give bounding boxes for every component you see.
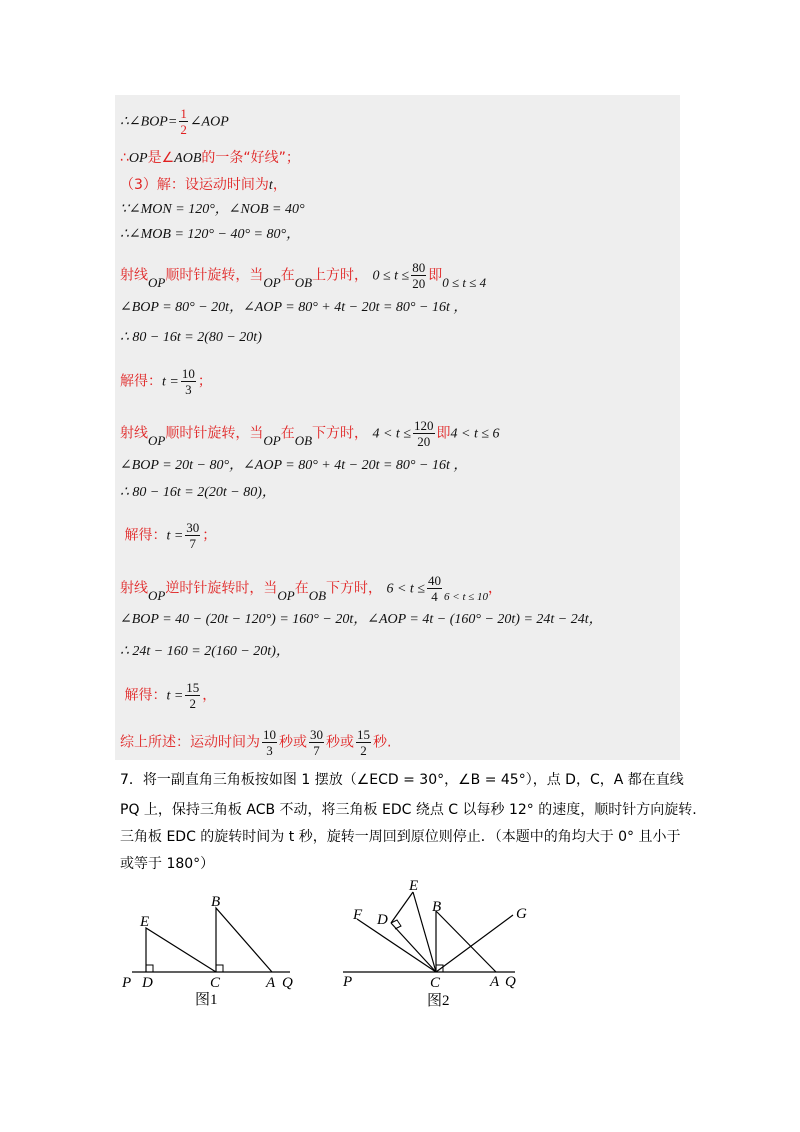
figure-1-caption: 图1: [195, 992, 218, 1008]
figure-2: [335, 875, 555, 1020]
label-e: E: [409, 878, 419, 894]
label-a: A: [490, 974, 500, 990]
right-angle-mark-c: [216, 965, 223, 972]
fraction-10-3: $\frac{10}{3}$: [181, 366, 195, 397]
case3-solution: 解得：t = $\frac{15}{2}$ ，: [124, 680, 217, 711]
case1-solution: 解得：t = $\frac{10}{3}$ ；: [120, 366, 212, 397]
label-p: P: [122, 975, 132, 991]
label-q: Q: [505, 974, 516, 990]
label-d: D: [377, 912, 388, 928]
label-q: Q: [282, 975, 293, 991]
case1-header: 射线OP顺时针旋转，当OP在OB上方时， 0 ≤ t ≤ $\frac{80}{20}$ 即0 ≤ t ≤ 4: [120, 260, 487, 291]
fraction-40-4: $\frac{40}{4}$: [428, 573, 442, 604]
case3-equation: ∴ 24t − 160 = 2(160 − 20t)，: [120, 644, 290, 659]
fraction-80-20: $\frac{80}{20}$: [412, 260, 426, 291]
case2-angles: ∠BOP = 20t − 80°，∠AOP = 80° + 4t − 20t = 80° − 16t ，: [120, 458, 468, 473]
case2-solution: 解得：t = $\frac{30}{7}$ ；: [124, 520, 217, 551]
figure-2-caption: 图2: [427, 993, 450, 1009]
summary-line: 综上所述：运动时间为 $\frac{10}{3}$ 秒或 $\frac{30}{7}$ 秒或 $\frac{15}{2}$ 秒.: [120, 727, 392, 758]
solution-line-2: ∴OP是∠AOB的一条“好线”；: [120, 150, 300, 166]
label-g: G: [516, 906, 527, 922]
solution-line-5: ∴∠MOB = 120° − 40° = 80°，: [120, 227, 301, 242]
label-a: A: [266, 975, 276, 991]
case1-equation: ∴ 80 − 16t = 2(80 − 20t): [120, 330, 262, 345]
question-line-2: PQ 上，保持三角板 ACB 不动，将三角板 EDC 绕点 C 以每秒 12° 的速度，顺时针方向旋转.: [120, 802, 697, 818]
case1-angles: ∠BOP = 80° − 20t，∠AOP = 80° + 4t − 20t = 80° − 16t ，: [120, 300, 468, 315]
label-c: C: [210, 975, 221, 991]
case3-angles: ∠BOP = 40 − (20t − 120°) = 160° − 20t，∠AOP = 4t − (160° − 20t) = 24t − 24t，: [120, 612, 603, 627]
question-line-1: 7．将一副直角三角板按如图 1 摆放（∠ECD = 30°，∠B = 45°），点 D，C，A 都在直线: [120, 772, 684, 788]
label-f: F: [353, 907, 363, 923]
fraction-120-20: $\frac{120}{20}$: [414, 418, 434, 449]
triangle-edc: [146, 928, 216, 972]
segment-ed: [391, 892, 413, 923]
fraction-10-3-summary: $\frac{10}{3}$: [263, 727, 276, 758]
aop-angle: ∠AOP: [189, 114, 229, 130]
bop-half-statement: ∴∠BOP=: [120, 114, 178, 130]
fraction-one-half: $\frac{1}{2}$: [180, 106, 187, 137]
label-b: B: [432, 899, 442, 915]
fraction-30-7-summary: $\frac{30}{7}$: [310, 727, 323, 758]
right-angle-mark-d: [146, 965, 153, 972]
segment-ba: [436, 911, 496, 972]
ray-cf: [357, 919, 436, 972]
label-b: B: [211, 894, 221, 910]
solution-line-4: ∵∠MON = 120°，∠NOB = 40°: [120, 202, 305, 217]
question-line-3: 三角板 EDC 的旋转时间为 t 秒，旋转一周回到原位则停止．（本题中的角均大于 0° 且小于: [120, 829, 681, 845]
case2-header: 射线OP顺时针旋转，当OP在OB下方时， 4 < t ≤ $\frac{120}{20}$ 即4 < t ≤ 6: [120, 418, 500, 449]
solution-line-1: [120, 106, 229, 137]
case2-equation: ∴ 80 − 16t = 2(20t − 80)，: [120, 485, 276, 500]
label-c: C: [430, 975, 441, 991]
triangle-acb: [216, 908, 272, 972]
label-e: E: [140, 914, 150, 930]
solution-line-3: （3）解：设运动时间为t，: [120, 177, 287, 193]
fraction-15-2: $\frac{15}{2}$: [186, 680, 200, 711]
question-line-4: 或等于 180°）: [120, 856, 215, 872]
figure-1: [110, 890, 320, 1020]
case3-header: 射线OP逆时针旋转时，当OP在OB下方时， 6 < t ≤ $\frac{40}{4}$ $_{6 < t \le 10}$，: [120, 573, 503, 604]
label-d: D: [142, 975, 153, 991]
fraction-15-2-summary: $\frac{15}{2}$: [357, 727, 370, 758]
fraction-30-7: $\frac{30}{7}$: [186, 520, 200, 551]
label-p: P: [343, 974, 353, 990]
